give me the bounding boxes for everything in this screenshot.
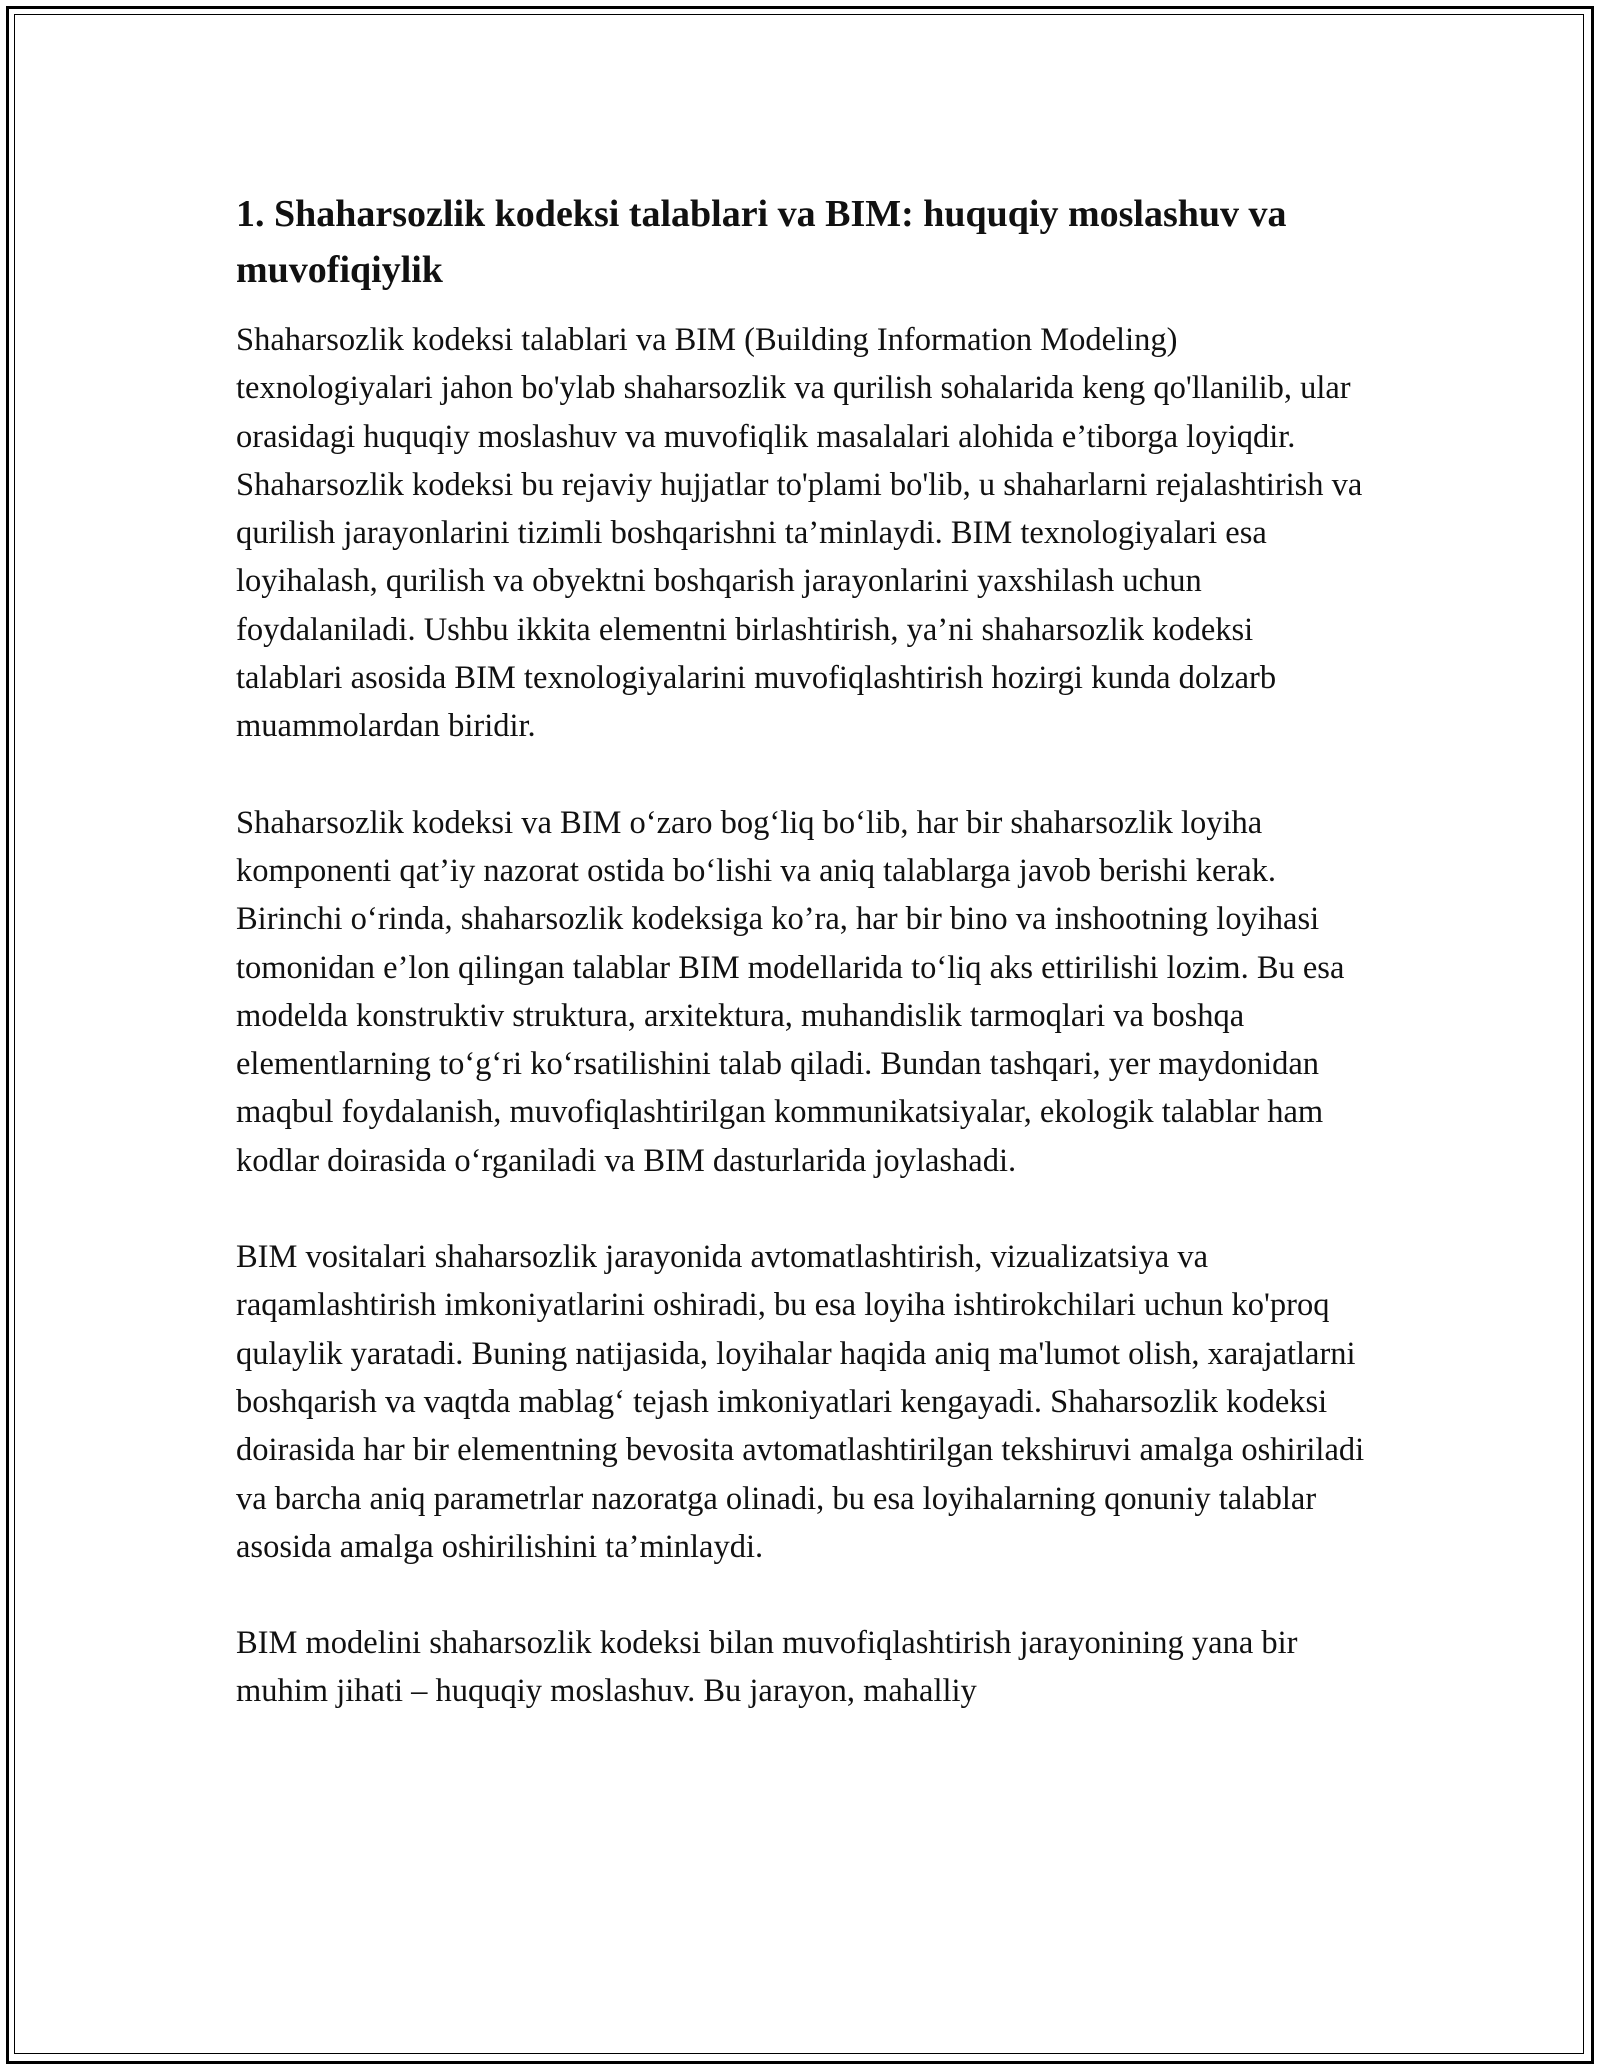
- document-body: [236, 186, 1366, 1764]
- paragraph-3: BIM vositalari shaharsozlik jarayonida avtomatlashtirish, vizualizatsiya va raqamlashtirish imkoniyatlarini oshiradi, bu esa loyiha ishtirokchilari uchun ko'proq qulaylik yaratadi. Buning natijasida, loyihalar haqida aniq ma'lumot olish, xarajatlarni boshqarish va vaqtda mablag‘ tejash imkoniyatlari kengayadi. Shaharsozlik kodeksi doirasida har bir elementning bevosita avtomatlashtirilgan tekshiruvi amalga oshiriladi va barcha aniq parametrlar nazoratga olinadi, bu esa loyihalarning qonuniy talablar asosida amalga oshirilishini ta’minlaydi.: [236, 1239, 1365, 1565]
- section-heading: 1. Shaharsozlik kodeksi talablari va BIM: huquqiy moslashuv va muvofiqiylik: [236, 193, 1287, 291]
- paragraph-2: Shaharsozlik kodeksi va BIM o‘zaro bog‘liq bo‘lib, har bir shaharsozlik loyiha komponenti qat’iy nazorat ostida bo‘lishi va aniq talablarga javob berishi kerak. Birinchi o‘rinda, shaharsozlik kodeksiga ko’ra, har bir bino va inshootning loyihasi tomonidan e’lon qilingan talablar BIM modellarida to‘liq aks ettirilishi lozim. Bu esa modelda konstruktiv struktura, arxitektura, muhandislik tarmoqlari va boshqa elementlarning to‘g‘ri ko‘rsatilishini talab qiladi. Bundan tashqari, yer maydonidan maqbul foydalanish, muvofiqlashtirilgan kommunikatsiyalar, ekologik talablar ham kodlar doirasida o‘rganiladi va BIM dasturlarida joylashadi.: [236, 804, 1345, 1179]
- paragraph-1: Shaharsozlik kodeksi talablari va BIM (Building Information Modeling) texnologiyalari jahon bo'ylab shaharsozlik va qurilish sohalarida keng qo'llanilib, ular orasidagi huquqiy moslashuv va muvofiqlik masalalari alohida e’tiborga loyiqdir. Shaharsozlik kodeksi bu rejaviy hujjatlar to'plami bo'lib, u shaharlarni rejalashtirish va qurilish jarayonlarini tizimli boshqarishni ta’minlaydi. BIM texnologiyalari esa loyihalash, qurilish va obyektni boshqarish jarayonlarini yaxshilash uchun foydalaniladi. Ushbu ikkita elementni birlashtirish, ya’ni shaharsozlik kodeksi talablari asosida BIM texnologiyalarini muvofiqlashtirish hozirgi kunda dolzarb muammolardan biridir.: [236, 322, 1363, 745]
- paragraph-4: BIM modelini shaharsozlik kodeksi bilan muvofiqlashtirish jarayonining yana bir muhim jihati – huquqiy moslashuv. Bu jarayon, mahalliy: [236, 1625, 1298, 1710]
